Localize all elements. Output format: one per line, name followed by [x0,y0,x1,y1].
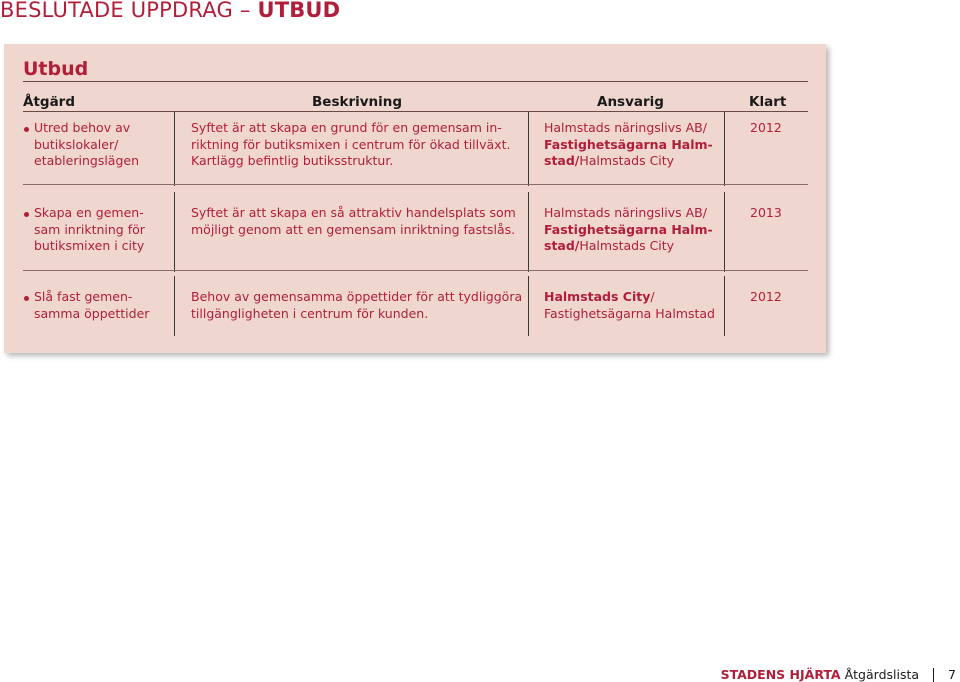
section-title-rule [23,81,808,82]
cell-klart: 2012 [750,289,782,304]
footer-doc-title: Åtgärdslista [844,667,920,682]
cell-ansvarig: Halmstads näringslivs AB/ Fastighetsägarna Halm- stad/Halmstads City [544,120,713,168]
bullet-icon [24,212,29,217]
column-header-atgard: Åtgärd [23,94,75,110]
footer-separator [933,668,934,682]
content-panel [4,44,826,353]
column-divider [174,112,175,186]
row-divider [23,270,808,271]
column-divider [528,112,529,186]
cell-beskrivning: Syftet är att skapa en grund för en gemensam in- riktning för butiksmixen i centrum för ökad tillväxt. Kartlägg befintlig butiksstruktur. [191,120,511,168]
page-title [0,0,340,22]
cell-beskrivning: Syftet är att skapa en så attraktiv handelsplats som möjligt genom att en gemensam inriktning fastslås. [191,205,516,237]
column-divider [724,112,725,186]
column-header-klart: Klart [749,94,787,110]
bullet-icon [24,127,29,132]
cell-atgard: Utred behov av butikslokaler/ etableringslägen [34,120,140,168]
cell-atgard: Skapa en gemen- sam inriktning för butiksmixen i city [34,205,145,253]
section-title: Utbud [23,58,89,80]
cell-beskrivning: Behov av gemensamma öppettider för att tydliggöra tillgängligheten i centrum för kunden. [191,289,523,321]
column-divider [174,276,175,336]
column-divider [724,276,725,336]
column-divider [724,192,725,272]
page-footer [721,667,956,682]
page-title-prefix: BESLUTADE UPPDRAG – [0,0,258,22]
column-divider [528,276,529,336]
cell-klart: 2012 [750,120,782,135]
cell-atgard: Slå fast gemen- samma öppettider [34,289,150,321]
cell-ansvarig: Halmstads näringslivs AB/ Fastighetsägarna Halm- stad/Halmstads City [544,205,713,253]
column-header-beskrivning: Beskrivning [312,94,403,110]
column-divider [174,192,175,272]
cell-klart: 2013 [750,205,782,220]
column-header-ansvarig: Ansvarig [597,94,664,110]
page-number: 7 [948,667,956,682]
page-title-strong: UTBUD [257,0,341,22]
column-divider [528,192,529,272]
cell-ansvarig: Halmstads City/ Fastighetsägarna Halmstad [544,289,715,321]
bullet-icon [24,296,29,301]
row-divider [23,184,808,185]
footer-brand: STADENS HJÄRTA [720,667,841,682]
header-rule [23,111,808,112]
